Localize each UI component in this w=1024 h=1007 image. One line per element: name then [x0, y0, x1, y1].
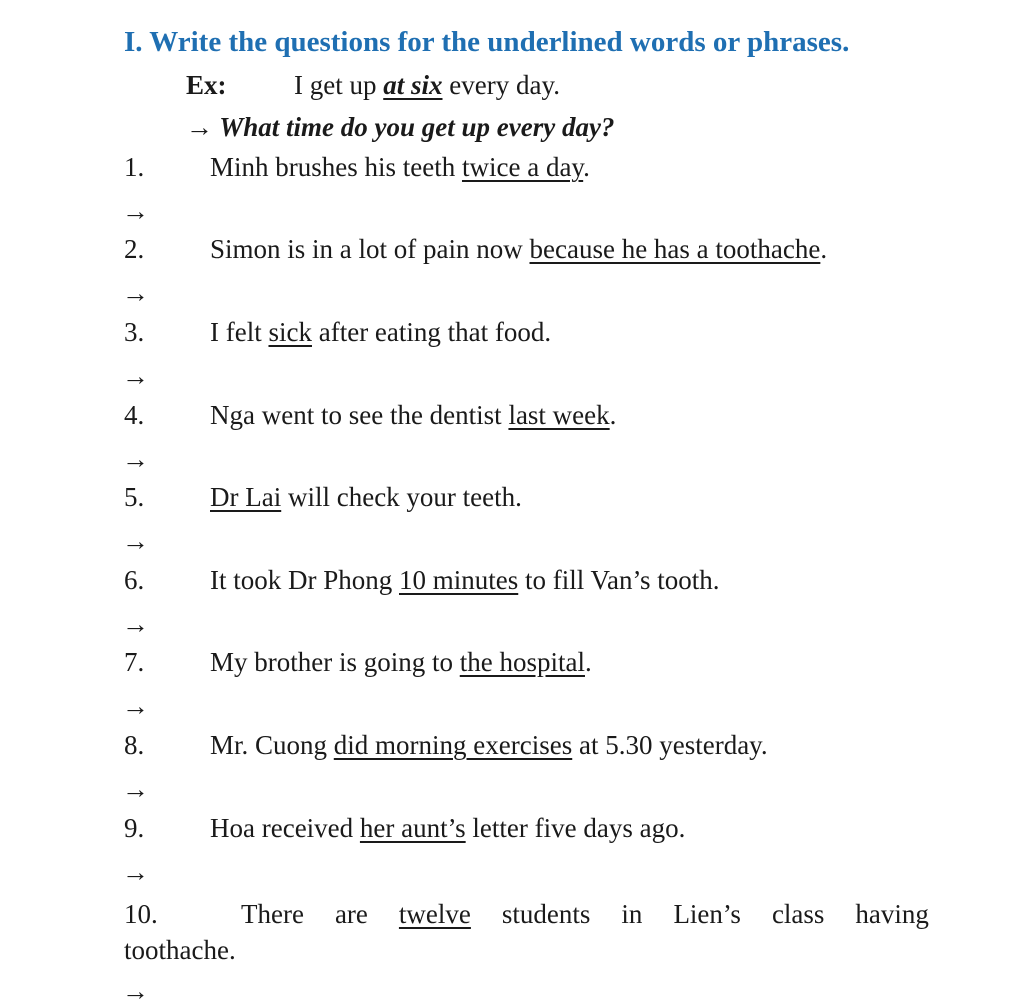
question-word: class	[771, 899, 825, 929]
question-number: 5.	[124, 482, 145, 512]
answer-arrow: →	[122, 361, 149, 391]
question-item	[124, 152, 924, 183]
answer-arrow: →	[122, 526, 149, 556]
question-text-before: It took Dr Phong	[210, 565, 399, 595]
example-sentence	[186, 70, 560, 101]
question-text-before: Minh brushes his teeth	[210, 152, 462, 182]
question-item	[124, 317, 924, 348]
question-10-line-2: toothache.	[124, 935, 236, 965]
question-item	[124, 730, 924, 761]
question-underlined: because he has a toothache	[529, 234, 821, 264]
question-text-after: will check your teeth.	[281, 482, 522, 512]
question-item	[124, 400, 924, 431]
question-number: 7.	[124, 647, 145, 677]
answer-arrow: →	[122, 609, 149, 639]
question-underlined: last week	[508, 400, 610, 430]
answer-arrow: →	[122, 857, 149, 887]
answer-arrow: →	[122, 691, 149, 721]
question-item	[124, 234, 924, 265]
question-word: in	[621, 899, 643, 929]
question-text-before: I felt	[210, 317, 269, 347]
question-text-before: Nga went to see the dentist	[210, 400, 509, 430]
exercise-heading: I. Write the questions for the underlined words or phrases.	[124, 26, 850, 58]
example-after: every day.	[442, 70, 560, 100]
question-text-after: .	[583, 152, 590, 182]
question-text-before: Mr. Cuong	[210, 730, 334, 760]
answer-arrow: →	[122, 278, 149, 308]
question-item	[124, 813, 924, 844]
question-text-after: to fill Van’s tooth.	[518, 565, 720, 595]
question-text-after: .	[584, 647, 592, 677]
question-text-before: Hoa received	[210, 813, 360, 843]
question-text-after: letter five days ago.	[465, 813, 686, 843]
question-item	[124, 482, 924, 513]
question-word: students	[501, 899, 591, 929]
question-number: 8.	[124, 730, 145, 760]
question-underlined: her aunt’s	[359, 813, 466, 843]
question-text-after: .	[820, 234, 828, 264]
question-item	[124, 565, 924, 596]
question-number: 3.	[124, 317, 145, 347]
question-underlined: sick	[268, 317, 312, 347]
example-before: I get up	[294, 70, 384, 100]
question-item	[124, 896, 929, 968]
question-number: 9.	[124, 813, 145, 843]
question-text-before: My brother is going to	[210, 647, 460, 677]
example-underlined: at six	[383, 70, 443, 100]
question-text-before: Simon is in a lot of pain now	[210, 234, 530, 264]
question-word: There	[241, 899, 304, 929]
example-answer: → What time do you get up every day?	[186, 112, 615, 142]
question-underlined: the hospital	[459, 647, 585, 677]
example-label: Ex:	[186, 70, 227, 100]
question-number: 2.	[124, 234, 145, 264]
question-underlined: twelve	[398, 899, 471, 929]
question-underlined: Dr Lai	[210, 482, 282, 512]
question-word: having	[855, 899, 929, 929]
question-text-after: at 5.30 yesterday.	[572, 730, 768, 760]
question-number: 10.	[124, 899, 158, 929]
answer-arrow: →	[122, 444, 149, 474]
answer-arrow: →	[122, 976, 149, 1006]
question-word: are	[334, 899, 368, 929]
question-text-after: .	[609, 400, 617, 430]
question-underlined: 10 minutes	[399, 565, 519, 595]
question-underlined: twice a day	[461, 152, 584, 182]
question-number: 1.	[124, 152, 145, 182]
question-word: Lien’s	[673, 899, 741, 929]
question-item	[124, 647, 924, 678]
question-number: 6.	[124, 565, 145, 595]
question-number: 4.	[124, 400, 145, 430]
question-text-after: after eating that food.	[311, 317, 552, 347]
answer-arrow: →	[122, 774, 149, 804]
question-underlined: did morning exercises	[333, 730, 573, 760]
answer-arrow: →	[122, 196, 149, 226]
question-10-line-1	[124, 896, 929, 932]
